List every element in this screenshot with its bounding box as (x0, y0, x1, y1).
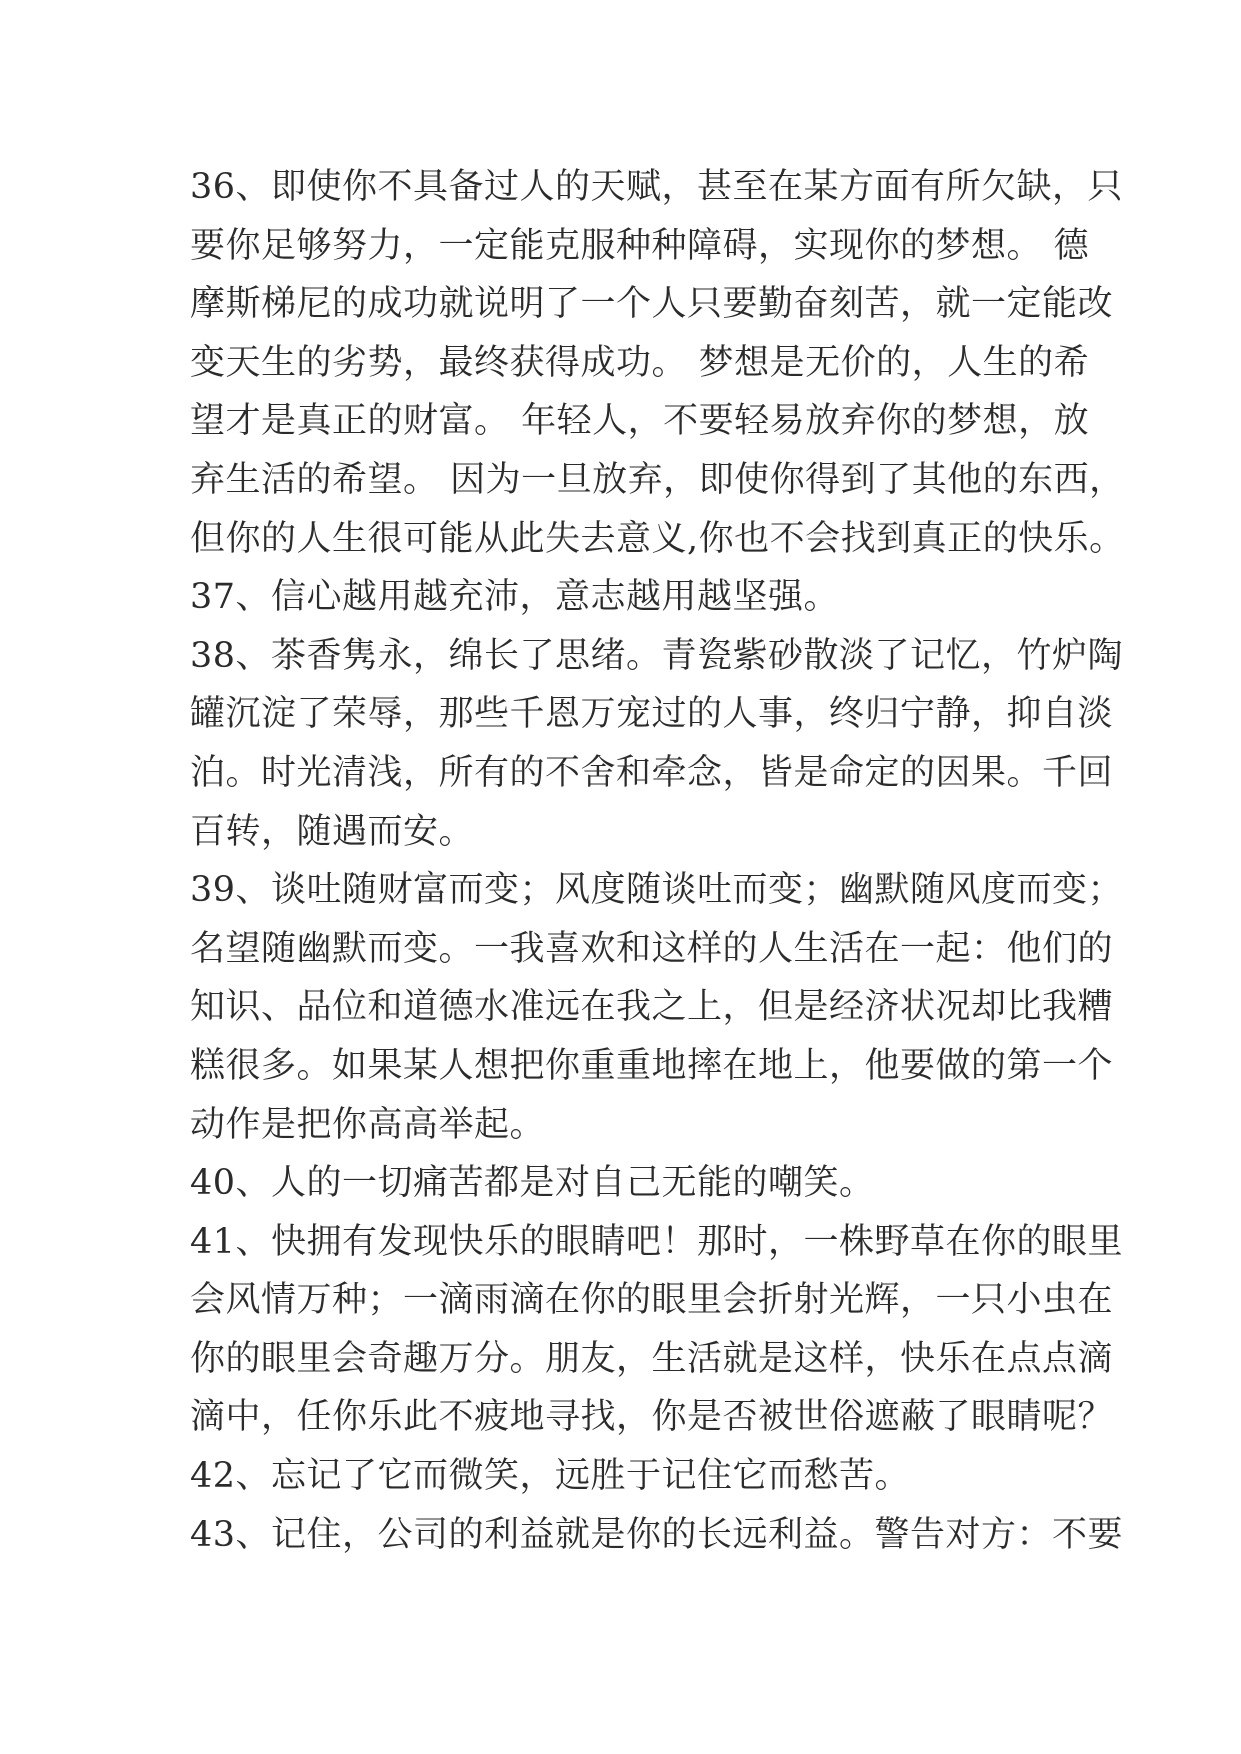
text-line: 你的眼里会奇趣万分。朋友，生活就是这样，快乐在点点滴 (190, 1338, 1114, 1379)
text-line: 罐沉淀了荣辱，那些千恩万宠过的人事，终归宁静，抑自淡 (190, 694, 1114, 735)
text-line: 会风情万种；一滴雨滴在你的眼里会折射光辉，一只小虫在 (190, 1280, 1114, 1321)
text-line: 38、茶香隽永，绵长了思绪。青瓷紫砂散淡了记忆，竹炉陶 (190, 635, 1124, 676)
text-line: 但你的人生很可能从此失去意义,你也不会找到真正的快乐。 (190, 518, 1125, 559)
text-line: 百转，随遇而安。 (190, 811, 475, 852)
text-line: 36、即使你不具备过人的天赋，甚至在某方面有所欠缺，只 (190, 167, 1124, 207)
text-line: 动作是把你高高举起。 (190, 1104, 546, 1145)
text-line: 41、快拥有发现快乐的眼睛吧！那时，一株野草在你的眼里 (190, 1221, 1124, 1262)
paragraph-40 (190, 1154, 1070, 1213)
paragraph-36 (190, 158, 1125, 568)
text-line: 糕很多。如果某人想把你重重地摔在地上，他要做的第一个 (190, 1045, 1114, 1086)
paragraph-42 (190, 1447, 1070, 1506)
text-line: 要你足够努力，一定能克服种种障碍，实现你的梦想。 德 (190, 225, 1090, 266)
text-line: 泊。时光清浅，所有的不舍和牵念，皆是命定的因果。千回 (190, 752, 1114, 793)
paragraph-38 (190, 627, 1124, 861)
paragraph-39 (190, 861, 1124, 1154)
text-line: 变天生的劣势，最终获得成功。 梦想是无价的，人生的希 (190, 342, 1090, 383)
paragraph-37 (190, 568, 1070, 627)
paragraph-43 (190, 1506, 1124, 1565)
text-line: 望才是真正的财富。 年轻人，不要轻易放弃你的梦想，放 (190, 401, 1090, 442)
text-line: 摩斯梯尼的成功就说明了一个人只要勤奋刻苦，就一定能改 (190, 284, 1114, 325)
paragraph-41 (190, 1213, 1124, 1447)
text-line: 知识、品位和道德水准远在我之上，但是经济状况却比我糟 (190, 987, 1114, 1028)
text-line: 滴中，任你乐此不疲地寻找，你是否被世俗遮蔽了眼睛呢？ (190, 1397, 1114, 1438)
text-line: 39、谈吐随财富而变；风度随谈吐而变；幽默随风度而变； (190, 870, 1124, 911)
document-body (190, 158, 1125, 1564)
text-line: 43、记住，公司的利益就是你的长远利益。警告对方：不要 (190, 1514, 1124, 1555)
text-line: 弃生活的希望。 因为一旦放弃，即使你得到了其他的东西， (190, 459, 1125, 500)
text-line: 40、人的一切痛苦都是对自己无能的嘲笑。 (190, 1163, 875, 1204)
text-line: 42、忘记了它而微笑，远胜于记住它而愁苦。 (190, 1456, 911, 1497)
text-line: 名望随幽默而变。一我喜欢和这样的人生活在一起：他们的 (190, 928, 1114, 969)
text-line: 37、信心越用越充沛，意志越用越坚强。 (190, 577, 840, 618)
